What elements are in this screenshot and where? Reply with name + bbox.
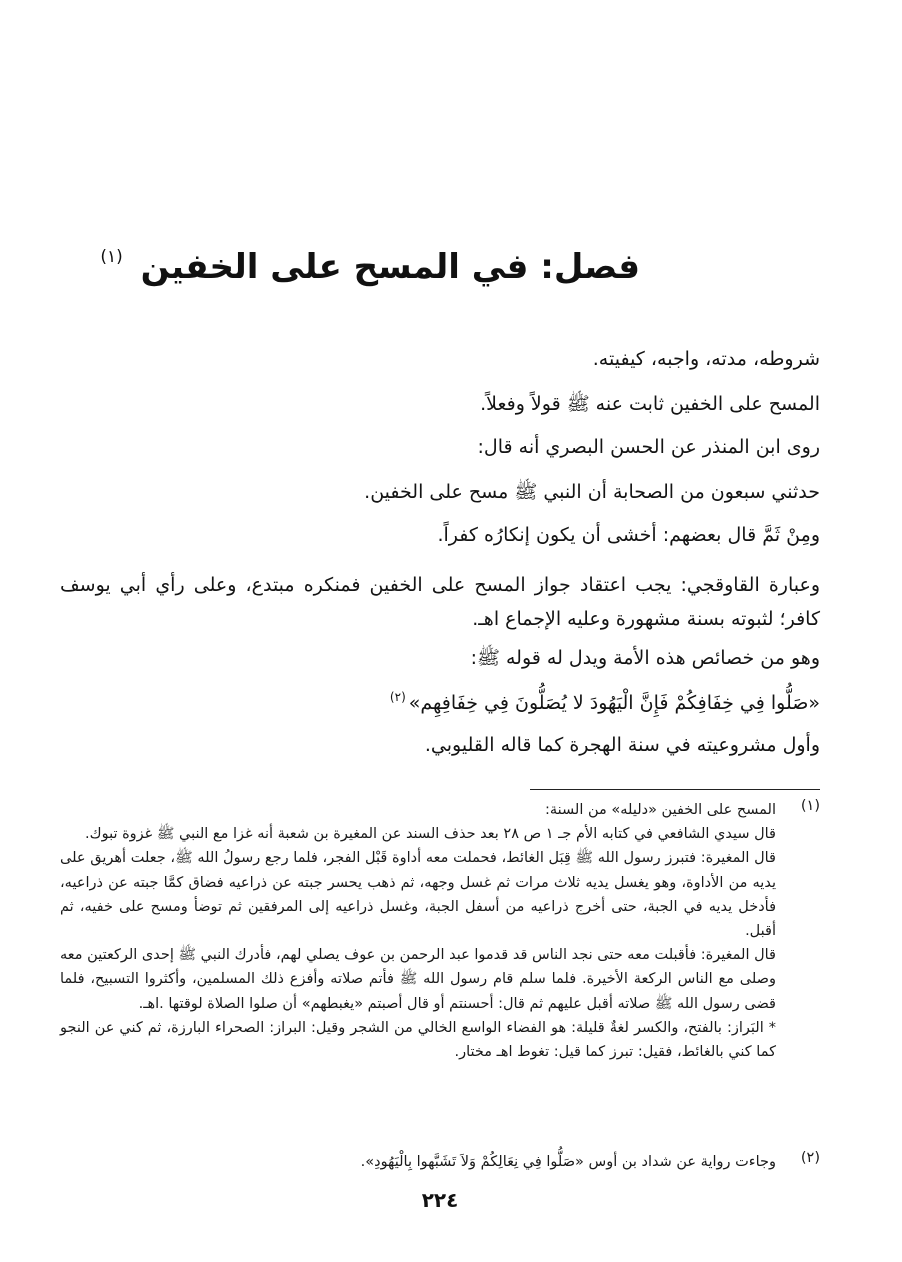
hadith-quote [390,690,820,714]
footnote-line: * البَراز: بالفتح، والكسر لغةٌ قليلة: هو الفضاء الواسع الخالي من الشجر وقيل: البراز: الصحراء البارزة، ثم كني عن النجو كما كني بالغائط، فقيل: تبرز كما قيل: تغوط اهـ مختار. [60,1019,776,1061]
footnote-line: قال المغيرة: فتبرز رسول الله ﷺ قِبَل الغائط، فحملت معه أداوة قَبْل الفجر، فلما رجع رسولُ الله ﷺ، جعلت أهريق على يديه من الأداوة، وهو يغسل يديه ثلاث مرات ثم غسل وجهه، ثم ذهب يحسر جبته عن ذراعيه فضاق كمَّا جبته عن ذراعيه، فأدخل يديه في الجبة، حتى أخرج ذراعيه من أسفل الجبة، وغسل ذراعيه إلى المرفقين ثم توضأ ومسح على خفيه، ثم أقبل. [60,850,776,940]
hadith-footnote-ref: (٢) [389,690,406,704]
footnote-line: وجاءت رواية عن شداد بن أوس «صَلُّوا فِي نِعَالِكُمْ وَلاَ تَشَبَّهوا بِالْيَهُودِ». [360,1154,776,1170]
chapter-title-text: فصل: في المسح على الخفين [140,247,640,287]
paragraph: ومِنْ ثَمَّ قال بعضهم: أخشى أن يكون إنكارُه كفراً. [437,524,820,546]
paragraph: المسح على الخفين ثابت عنه ﷺ قولاً وفعلاً. [480,393,820,415]
footnote-line: قال المغيرة: فأقبلت معه حتى نجد الناس قد قدموا عبد الرحمن بن عوف يصلي لهم، فأدرك النبي ﷺ إحدى الركعتين معه وصلى مع الناس الركعة الأخيرة. فلما سلم قام رسول الله ﷺ فأتم صلاته وأفزع ذلك المسلمين، وأكثروا التسبيح، فلما قضى رسول الله ﷺ صلاته أقبل عليهم ثم قال: أحسنتم أو قال أصبتم «يغبطهم» أن صلوا الصلاة لوقتها .اهـ. [60,947,776,1012]
paragraph: وهو من خصائص هذه الأمة ويدل له قوله ﷺ: [470,647,820,669]
paragraph: وعبارة القاوقجي: يجب اعتقاد جواز المسح على الخفين فمنكره مبتدع، وعلى رأي أبي يوسف كافر؛ لثبوته بسنة مشهورة وعليه الإجماع اهـ. [60,574,820,630]
paragraph: شروطه، مدته، واجبه، كيفيته. [592,348,820,370]
footnote-body [60,798,776,1064]
chapter-title [100,232,640,292]
title-footnote-ref: (١) [100,247,123,267]
footnote-separator [530,789,820,790]
footnote-line: المسح على الخفين «دليله» من السنة: [544,802,776,818]
footnote-number: (٢) [800,1150,820,1166]
footnote-number: (١) [800,798,820,814]
paragraph: روى ابن المنذر عن الحسن البصري أنه قال: [477,436,820,458]
page-number: ٢٢٤ [421,1188,459,1212]
footnote [60,1150,820,1174]
footnote-line: قال سيدي الشافعي في كتابه الأم جـ ١ ص ٢٨ بعد حذف السند عن المغيرة بن شعبة أنه غزا مع النبي ﷺ غزوة تبوك. [85,826,776,843]
hadith-text: «صَلُّوا فِي خِفَافِكُمْ فَإِنَّ الْيَهُودَ لا يُصَلُّونَ فِي خِفَافِهِم» [408,692,820,714]
footnote [60,798,820,1064]
footnote-body [60,1150,776,1174]
paragraph: وأول مشروعيته في سنة الهجرة كما قاله القليوبي. [424,734,820,756]
paragraph: حدثني سبعون من الصحابة أن النبي ﷺ مسح على الخفين. [364,481,820,503]
